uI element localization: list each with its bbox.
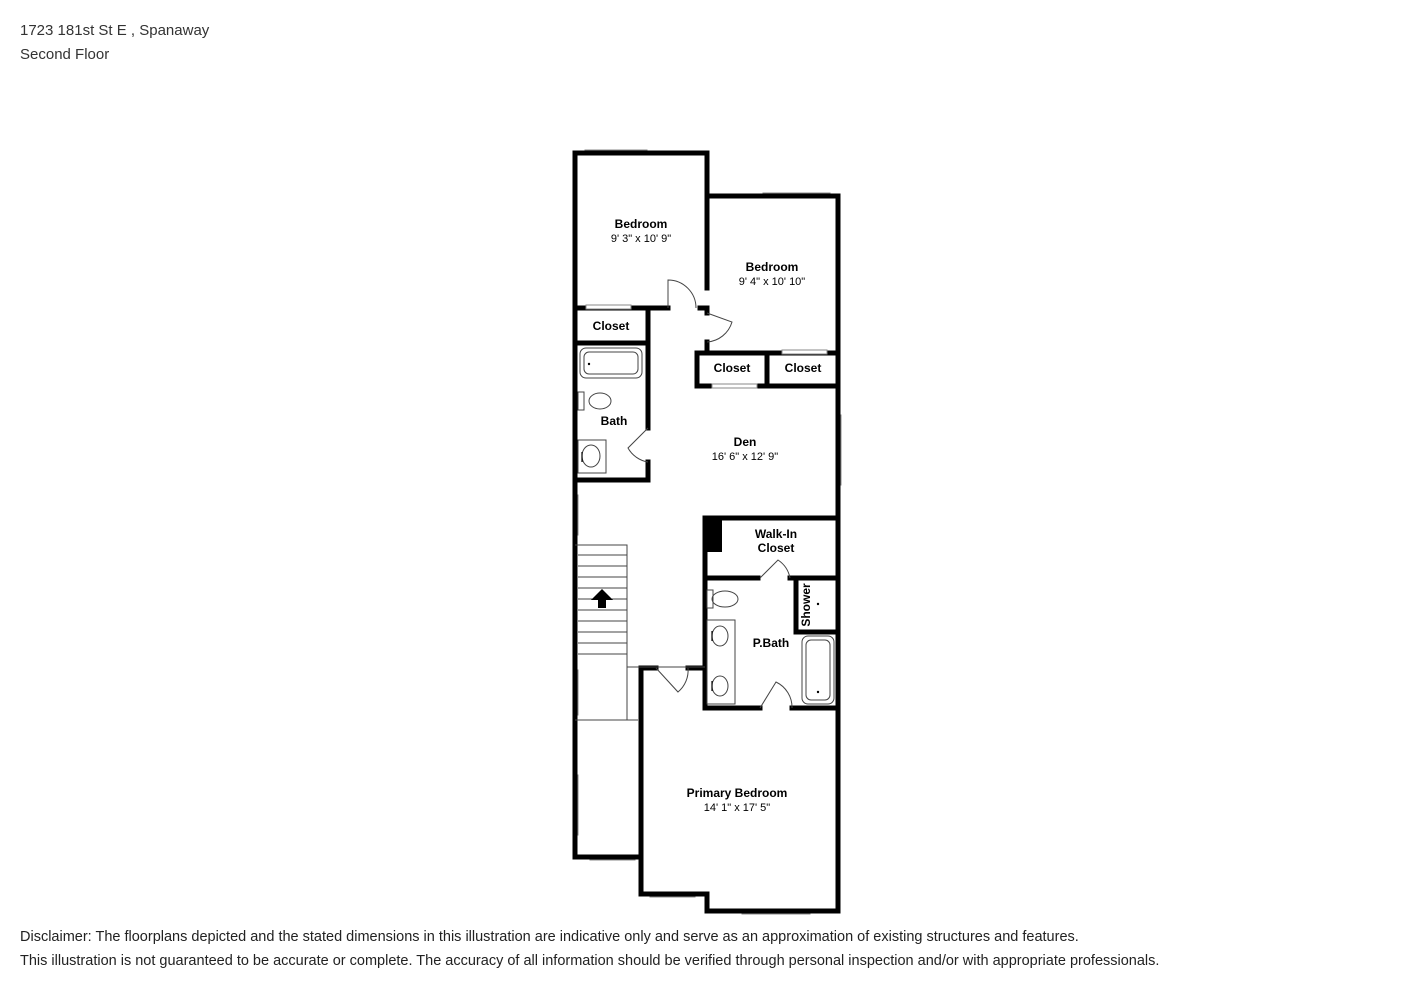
- toilet-icon: [578, 392, 611, 410]
- stairs-up-arrow-icon: [591, 589, 613, 608]
- room-name-bedroom1: Bedroom: [614, 217, 668, 231]
- shower-drain-icon: [817, 603, 819, 605]
- floor-label: Second Floor: [20, 46, 110, 63]
- room-name-walkin-line2: Closet: [757, 541, 795, 555]
- disclaimer-line1: Disclaimer: The floorplans depicted and the stated dimensions in this illustration are indicative only and serve as an approximation of existing structures and features.: [20, 929, 1079, 945]
- room-name-bath: Bath: [600, 414, 628, 428]
- room-name-primary-bedroom: Primary Bedroom: [686, 786, 788, 800]
- room-dims-bedroom1: 9' 3" x 10' 9": [610, 233, 672, 245]
- room-dims-den: 16' 6" x 12' 9": [711, 451, 779, 463]
- room-name-closet1: Closet: [592, 319, 630, 333]
- room-dims-bedroom2: 9' 4" x 10' 10": [738, 276, 806, 288]
- sink-icon: [578, 440, 606, 473]
- room-name-closet2: Closet: [713, 361, 751, 375]
- room-dims-primary-bedroom: 14' 1" x 17' 5": [703, 802, 771, 814]
- column-block: [705, 518, 722, 552]
- address-label: 1723 181st St E , Spanaway: [20, 22, 210, 39]
- sink-icon: [712, 676, 728, 696]
- toilet-icon: [707, 590, 738, 608]
- room-name-den: Den: [733, 435, 757, 449]
- room-name-closet3: Closet: [784, 361, 822, 375]
- room-name-bedroom2: Bedroom: [745, 260, 799, 274]
- room-name-shower: Shower: [799, 583, 813, 627]
- room-name-walkin-line1: Walk-In: [754, 527, 798, 541]
- room-name-pbath: P.Bath: [752, 636, 790, 650]
- disclaimer-line2: This illustration is not guaranteed to be accurate or complete. The accuracy of all information should be verified through personal inspection and/or with appropriate professionals.: [20, 953, 1160, 969]
- bathtub-icon: [802, 636, 834, 704]
- sink-icon: [712, 626, 728, 646]
- vanity-counter: [707, 620, 735, 704]
